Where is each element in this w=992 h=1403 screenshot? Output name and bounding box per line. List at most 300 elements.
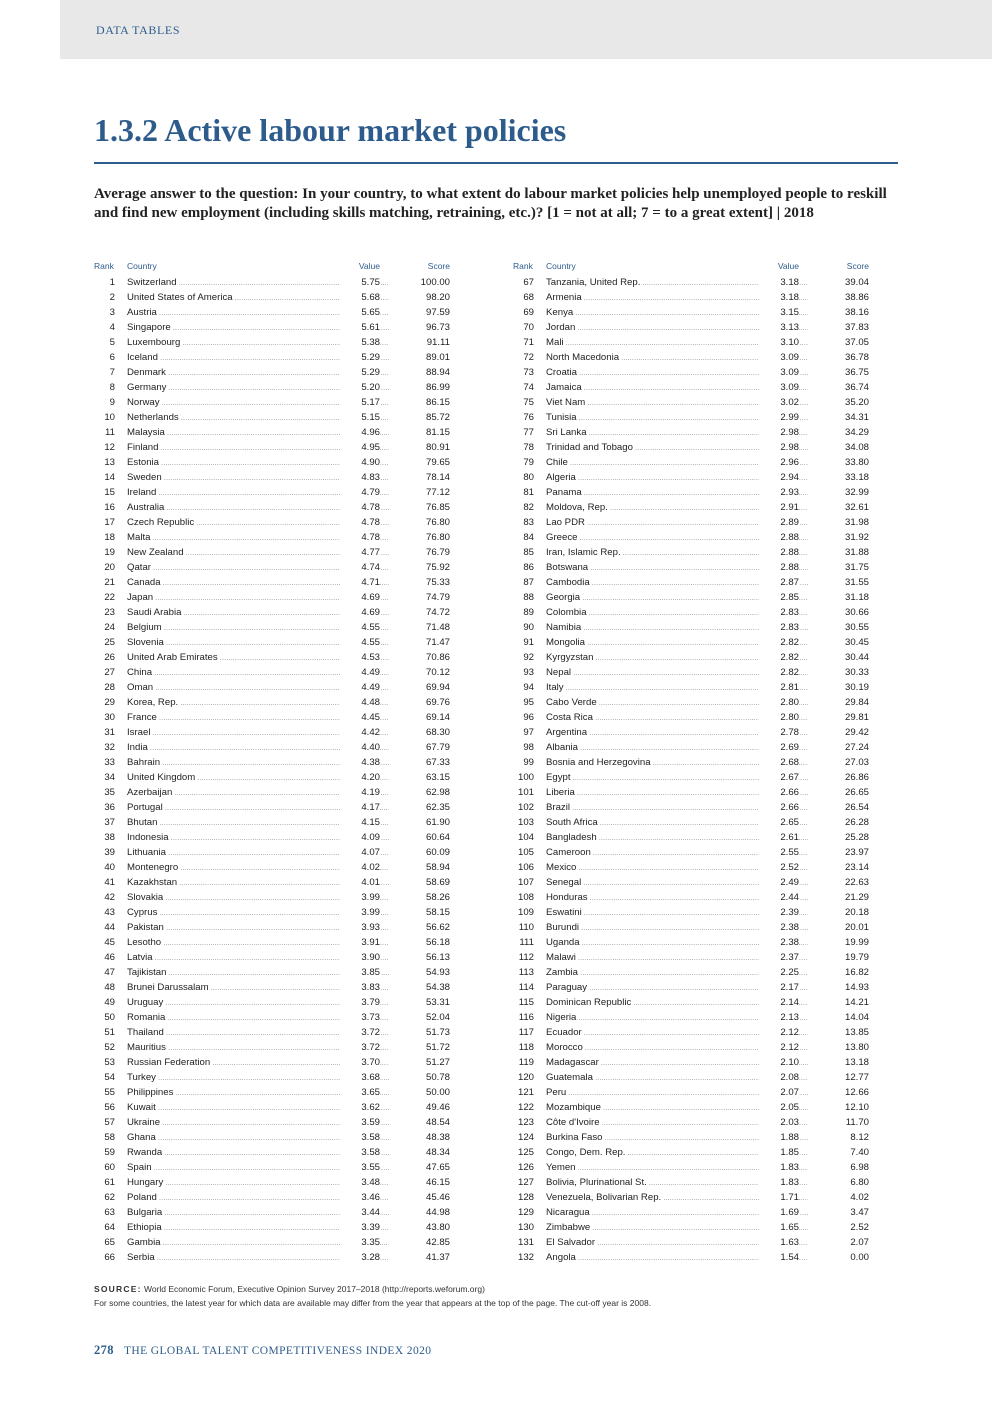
score-cell: 31.88 <box>844 547 869 558</box>
rank-cell: 13 <box>104 457 115 468</box>
score-cell: 62.35 <box>425 802 450 813</box>
table-row <box>509 1100 891 1115</box>
table-row <box>90 410 472 425</box>
score-cell: 51.27 <box>425 1057 450 1068</box>
rank-cell: 39 <box>104 847 115 858</box>
rank-cell: 74 <box>523 382 534 393</box>
score-cell: 58.15 <box>425 907 450 918</box>
score-cell: 48.38 <box>425 1132 450 1143</box>
table-row <box>90 770 472 785</box>
score-cell: 34.29 <box>844 427 869 438</box>
country-cell: Rwanda ..... <box>127 1145 389 1161</box>
value-cell: 2.44 <box>759 890 799 905</box>
page-title: 1.3.2 Active labour market policies <box>94 112 567 148</box>
country-cell: Zimbabwe ..... <box>546 1220 808 1236</box>
score-cell: 36.78 <box>844 352 869 363</box>
source-line <box>94 1283 485 1296</box>
value-cell: 2.25 <box>759 965 799 980</box>
table-row <box>90 710 472 725</box>
rank-cell: 64 <box>104 1222 115 1233</box>
score-cell: 31.18 <box>844 592 869 603</box>
country-cell: Iceland ..... <box>127 350 389 366</box>
country-cell: Congo, Dem. Rep. ..... <box>546 1145 808 1161</box>
score-cell: 81.15 <box>425 427 450 438</box>
score-header: Score <box>846 261 869 271</box>
rank-cell: 36 <box>104 802 115 813</box>
table-row <box>90 785 472 800</box>
score-cell: 12.66 <box>844 1087 869 1098</box>
country-cell: Moldova, Rep. ..... <box>546 500 808 516</box>
table-row <box>509 305 891 320</box>
source-label: SOURCE: <box>94 1284 142 1294</box>
rank-cell: 111 <box>519 937 534 948</box>
table-row <box>90 275 472 290</box>
country-cell: Colombia ..... <box>546 605 808 621</box>
rank-cell: 105 <box>517 847 534 858</box>
score-cell: 48.34 <box>425 1147 450 1158</box>
score-cell: 62.98 <box>425 787 450 798</box>
table-row <box>90 920 472 935</box>
value-cell: 3.72 <box>340 1040 380 1055</box>
country-cell: Australia ..... <box>127 500 389 516</box>
rank-cell: 48 <box>104 982 115 993</box>
rank-cell: 20 <box>104 562 115 573</box>
score-cell: 35.20 <box>844 397 869 408</box>
country-cell: Belgium ..... <box>127 620 389 636</box>
country-cell: Denmark ..... <box>127 365 389 381</box>
table-row <box>509 425 891 440</box>
country-cell: Netherlands ..... <box>127 410 389 426</box>
value-cell: 2.07 <box>759 1085 799 1100</box>
rank-cell: 131 <box>517 1237 534 1248</box>
country-cell: Mauritius ..... <box>127 1040 389 1056</box>
rank-cell: 31 <box>104 727 115 738</box>
rank-cell: 77 <box>523 427 534 438</box>
rank-cell: 5 <box>109 337 115 348</box>
value-cell: 4.15 <box>340 815 380 830</box>
value-cell: 3.93 <box>340 920 380 935</box>
country-cell: Eswatini ..... <box>546 905 808 921</box>
country-cell: Austria ..... <box>127 305 389 321</box>
rank-cell: 117 <box>518 1027 534 1038</box>
value-cell: 2.49 <box>759 875 799 890</box>
score-cell: 76.80 <box>425 517 450 528</box>
value-cell: 2.87 <box>759 575 799 590</box>
country-cell: Switzerland ..... <box>127 275 389 291</box>
score-cell: 38.16 <box>844 307 869 318</box>
country-cell: Yemen ..... <box>546 1160 808 1176</box>
score-cell: 70.12 <box>425 667 450 678</box>
score-cell: 37.05 <box>844 337 869 348</box>
country-cell: Uganda ..... <box>546 935 808 951</box>
table-row <box>90 890 472 905</box>
score-cell: 67.79 <box>425 742 450 753</box>
value-cell: 2.55 <box>759 845 799 860</box>
table-row <box>509 455 891 470</box>
rank-cell: 125 <box>517 1147 534 1158</box>
value-cell: 5.65 <box>340 305 380 320</box>
country-cell: Guatemala ..... <box>546 1070 808 1086</box>
country-cell: Cameroon ..... <box>546 845 808 861</box>
country-cell: Algeria ..... <box>546 470 808 486</box>
score-cell: 54.38 <box>425 982 450 993</box>
country-cell: United States of America ..... <box>127 290 389 306</box>
table-row <box>90 1040 472 1055</box>
rank-cell: 128 <box>517 1192 534 1203</box>
rank-cell: 30 <box>104 712 115 723</box>
country-cell: Bulgaria ..... <box>127 1205 389 1221</box>
value-cell: 2.98 <box>759 440 799 455</box>
value-cell: 3.58 <box>340 1145 380 1160</box>
rank-cell: 26 <box>104 652 115 663</box>
value-cell: 4.69 <box>340 590 380 605</box>
score-cell: 13.85 <box>844 1027 869 1038</box>
rank-cell: 79 <box>523 457 534 468</box>
rank-cell: 58 <box>104 1132 115 1143</box>
value-cell: 4.40 <box>340 740 380 755</box>
score-cell: 6.98 <box>850 1162 869 1173</box>
score-cell: 78.14 <box>425 472 450 483</box>
country-cell: Georgia ..... <box>546 590 808 606</box>
rank-cell: 96 <box>523 712 534 723</box>
country-cell: Latvia ..... <box>127 950 389 966</box>
score-cell: 26.86 <box>844 772 869 783</box>
value-cell: 1.54 <box>759 1250 799 1265</box>
rank-cell: 12 <box>104 442 115 453</box>
value-cell: 4.96 <box>340 425 380 440</box>
rank-cell: 104 <box>517 832 534 843</box>
score-cell: 26.28 <box>844 817 869 828</box>
table-row <box>509 725 891 740</box>
value-cell: 4.09 <box>340 830 380 845</box>
rank-cell: 88 <box>523 592 534 603</box>
rank-cell: 59 <box>104 1147 115 1158</box>
country-cell: Zambia ..... <box>546 965 808 981</box>
table-row <box>90 1025 472 1040</box>
rank-cell: 91 <box>523 637 534 648</box>
table-row <box>90 620 472 635</box>
value-cell: 4.02 <box>340 860 380 875</box>
country-cell: Finland ..... <box>127 440 389 456</box>
rank-cell: 46 <box>104 952 115 963</box>
value-cell: 5.68 <box>340 290 380 305</box>
table-row <box>509 905 891 920</box>
table-row <box>509 440 891 455</box>
rank-cell: 69 <box>523 307 534 318</box>
rank-cell: 75 <box>523 397 534 408</box>
table-row <box>509 935 891 950</box>
rank-cell: 114 <box>518 982 534 993</box>
score-cell: 14.04 <box>844 1012 869 1023</box>
value-cell: 3.13 <box>759 320 799 335</box>
country-cell: Costa Rica ..... <box>546 710 808 726</box>
score-cell: 56.18 <box>425 937 450 948</box>
score-cell: 30.33 <box>844 667 869 678</box>
country-cell: Japan ..... <box>127 590 389 606</box>
score-cell: 6.80 <box>850 1177 869 1188</box>
rank-cell: 25 <box>104 637 115 648</box>
rank-cell: 37 <box>104 817 115 828</box>
score-cell: 51.73 <box>425 1027 450 1038</box>
score-cell: 33.18 <box>844 472 869 483</box>
value-cell: 2.14 <box>759 995 799 1010</box>
table-row <box>509 515 891 530</box>
score-cell: 14.93 <box>844 982 869 993</box>
country-cell: Senegal ..... <box>546 875 808 891</box>
country-cell: Bosnia and Herzegovina ..... <box>546 755 808 771</box>
country-cell: Mali ..... <box>546 335 808 351</box>
value-cell: 3.73 <box>340 1010 380 1025</box>
table-row <box>509 860 891 875</box>
score-header: Score <box>427 261 450 271</box>
value-cell: 3.58 <box>340 1130 380 1145</box>
country-cell: Cambodia ..... <box>546 575 808 591</box>
country-cell: North Macedonia ..... <box>546 350 808 366</box>
score-cell: 97.59 <box>425 307 450 318</box>
table-row <box>509 395 891 410</box>
section-label: DATA TABLES <box>96 23 181 37</box>
rank-cell: 109 <box>517 907 534 918</box>
value-cell: 4.45 <box>340 710 380 725</box>
value-cell: 5.17 <box>340 395 380 410</box>
score-cell: 58.94 <box>425 862 450 873</box>
value-cell: 3.90 <box>340 950 380 965</box>
country-cell: Russian Federation ..... <box>127 1055 389 1071</box>
country-cell: Korea, Rep. ..... <box>127 695 389 711</box>
value-cell: 2.93 <box>759 485 799 500</box>
score-cell: 20.18 <box>844 907 869 918</box>
table-row <box>90 485 472 500</box>
table-row <box>509 875 891 890</box>
score-cell: 88.94 <box>425 367 450 378</box>
score-cell: 25.28 <box>844 832 869 843</box>
score-cell: 50.78 <box>425 1072 450 1083</box>
rank-cell: 62 <box>104 1192 115 1203</box>
table-row <box>509 755 891 770</box>
country-cell: Thailand ..... <box>127 1025 389 1041</box>
value-cell: 2.80 <box>759 695 799 710</box>
source-note: For some countries, the latest year for which data are available may differ from the year that appears at the top of the page. The cut-off year is 2008. <box>94 1298 652 1308</box>
rank-cell: 113 <box>518 967 534 978</box>
country-cell: Hungary ..... <box>127 1175 389 1191</box>
value-cell: 2.88 <box>759 530 799 545</box>
country-cell: Norway ..... <box>127 395 389 411</box>
table-row <box>90 740 472 755</box>
value-cell: 5.38 <box>340 335 380 350</box>
rank-cell: 89 <box>523 607 534 618</box>
country-cell: Viet Nam ..... <box>546 395 808 411</box>
country-cell: Peru ..... <box>546 1085 808 1101</box>
score-cell: 30.19 <box>844 682 869 693</box>
value-cell: 4.95 <box>340 440 380 455</box>
value-cell: 2.80 <box>759 710 799 725</box>
country-cell: Mozambique ..... <box>546 1100 808 1116</box>
table-row <box>509 590 891 605</box>
table-row <box>509 665 891 680</box>
value-cell: 4.78 <box>340 500 380 515</box>
rank-cell: 98 <box>523 742 534 753</box>
score-cell: 31.75 <box>844 562 869 573</box>
value-cell: 3.28 <box>340 1250 380 1265</box>
value-cell: 2.89 <box>759 515 799 530</box>
rank-cell: 34 <box>104 772 115 783</box>
rank-cell: 68 <box>523 292 534 303</box>
score-cell: 13.80 <box>844 1042 869 1053</box>
table-row <box>90 350 472 365</box>
value-cell: 4.71 <box>340 575 380 590</box>
rank-cell: 41 <box>104 877 115 888</box>
score-cell: 80.91 <box>425 442 450 453</box>
country-cell: Luxembourg ..... <box>127 335 389 351</box>
table-row <box>90 1145 472 1160</box>
table-row <box>509 320 891 335</box>
table-row <box>90 860 472 875</box>
table-row <box>509 335 891 350</box>
table-row <box>509 605 891 620</box>
table-row <box>509 1115 891 1130</box>
table-row <box>90 1100 472 1115</box>
country-cell: Sweden ..... <box>127 470 389 486</box>
score-cell: 56.62 <box>425 922 450 933</box>
table-row <box>90 1175 472 1190</box>
table-row <box>509 275 891 290</box>
country-cell: France ..... <box>127 710 389 726</box>
country-cell: El Salvador ..... <box>546 1235 808 1251</box>
table-row <box>90 575 472 590</box>
country-cell: Azerbaijan ..... <box>127 785 389 801</box>
country-cell: United Kingdom ..... <box>127 770 389 786</box>
rank-cell: 121 <box>517 1087 534 1098</box>
rank-cell: 40 <box>104 862 115 873</box>
table-row <box>509 980 891 995</box>
table-row <box>509 1085 891 1100</box>
score-cell: 29.81 <box>844 712 869 723</box>
page-number: 278 <box>94 1343 114 1357</box>
value-cell: 2.38 <box>759 920 799 935</box>
score-cell: 14.21 <box>844 997 869 1008</box>
value-cell: 5.29 <box>340 350 380 365</box>
country-cell: Burundi ..... <box>546 920 808 936</box>
score-cell: 71.47 <box>425 637 450 648</box>
table-row <box>509 290 891 305</box>
page-footer <box>94 1343 431 1358</box>
country-cell: Paraguay ..... <box>546 980 808 996</box>
value-cell: 2.82 <box>759 635 799 650</box>
rank-cell: 101 <box>517 787 534 798</box>
score-cell: 56.13 <box>425 952 450 963</box>
rank-cell: 107 <box>517 877 534 888</box>
value-cell: 4.77 <box>340 545 380 560</box>
table-row <box>509 1160 891 1175</box>
score-cell: 74.79 <box>425 592 450 603</box>
rank-cell: 29 <box>104 697 115 708</box>
rank-cell: 112 <box>518 952 534 963</box>
rank-cell: 67 <box>523 277 534 288</box>
value-cell: 2.13 <box>759 1010 799 1025</box>
country-cell: Egypt ..... <box>546 770 808 786</box>
value-cell: 2.08 <box>759 1070 799 1085</box>
score-cell: 46.15 <box>425 1177 450 1188</box>
table-row <box>509 410 891 425</box>
table-row <box>509 830 891 845</box>
country-cell: Armenia ..... <box>546 290 808 306</box>
country-cell: Kazakhstan ..... <box>127 875 389 891</box>
rank-cell: 81 <box>523 487 534 498</box>
score-cell: 58.69 <box>425 877 450 888</box>
value-cell: 2.91 <box>759 500 799 515</box>
value-cell: 2.66 <box>759 800 799 815</box>
table-row <box>90 1205 472 1220</box>
country-cell: Kenya ..... <box>546 305 808 321</box>
value-cell: 5.61 <box>340 320 380 335</box>
country-cell: Burkina Faso ..... <box>546 1130 808 1146</box>
table-column-right <box>509 260 891 1265</box>
score-cell: 75.33 <box>425 577 450 588</box>
rank-cell: 97 <box>523 727 534 738</box>
value-cell: 2.82 <box>759 665 799 680</box>
table-row <box>509 545 891 560</box>
table-row <box>509 560 891 575</box>
country-cell: Dominican Republic ..... <box>546 995 808 1011</box>
country-cell: Malawi ..... <box>546 950 808 966</box>
table-row <box>90 290 472 305</box>
table-row <box>90 1115 472 1130</box>
country-cell: South Africa ..... <box>546 815 808 831</box>
rank-cell: 55 <box>104 1087 115 1098</box>
rank-cell: 99 <box>523 757 534 768</box>
score-cell: 75.92 <box>425 562 450 573</box>
table-row <box>90 695 472 710</box>
country-cell: Pakistan ..... <box>127 920 389 936</box>
value-cell: 3.44 <box>340 1205 380 1220</box>
value-cell: 4.17 <box>340 800 380 815</box>
value-cell: 3.35 <box>340 1235 380 1250</box>
rank-cell: 86 <box>523 562 534 573</box>
table-row <box>90 680 472 695</box>
table-row <box>90 830 472 845</box>
rank-cell: 100 <box>517 772 534 783</box>
rank-cell: 127 <box>517 1177 534 1188</box>
rank-cell: 18 <box>104 532 115 543</box>
value-cell: 2.17 <box>759 980 799 995</box>
score-cell: 12.77 <box>844 1072 869 1083</box>
rank-cell: 94 <box>523 682 534 693</box>
table-row <box>509 380 891 395</box>
value-cell: 3.46 <box>340 1190 380 1205</box>
rank-cell: 93 <box>523 667 534 678</box>
rank-cell: 10 <box>104 412 115 423</box>
table-row <box>509 620 891 635</box>
table-row <box>90 1055 472 1070</box>
table-row <box>509 950 891 965</box>
table-row <box>509 1040 891 1055</box>
rank-cell: 11 <box>105 427 115 438</box>
table-row <box>509 800 891 815</box>
rank-cell: 90 <box>523 622 534 633</box>
table-row <box>90 650 472 665</box>
score-cell: 86.99 <box>425 382 450 393</box>
rank-cell: 61 <box>104 1177 115 1188</box>
score-cell: 16.82 <box>844 967 869 978</box>
country-cell: Jordan ..... <box>546 320 808 336</box>
table-row <box>509 1235 891 1250</box>
table-row <box>90 665 472 680</box>
table-row <box>509 890 891 905</box>
score-cell: 19.99 <box>844 937 869 948</box>
value-cell: 3.39 <box>340 1220 380 1235</box>
table-row <box>509 635 891 650</box>
value-cell: 4.01 <box>340 875 380 890</box>
